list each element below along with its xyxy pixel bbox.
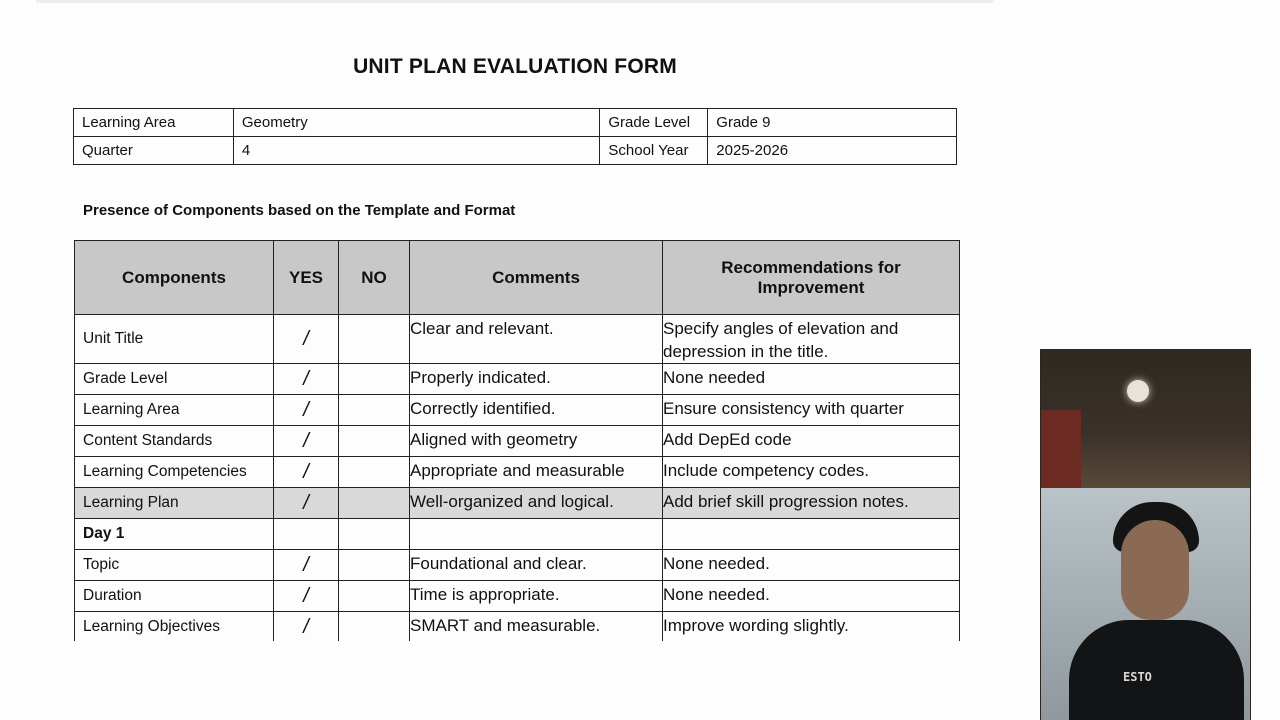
- table-row: [75, 315, 960, 364]
- table-row: [75, 612, 960, 642]
- yes-mark: /: [274, 581, 339, 612]
- presenter-shirt: [1069, 620, 1244, 720]
- recommendation-cell: None needed.: [663, 550, 960, 581]
- table-row: [75, 364, 960, 395]
- no-mark: [339, 550, 410, 581]
- yes-mark: /: [274, 426, 339, 457]
- document-top-edge: [36, 0, 994, 3]
- header-no: NO: [339, 241, 410, 315]
- recommendation-cell: None needed: [663, 364, 960, 395]
- no-mark: [339, 612, 410, 642]
- table-row: [75, 581, 960, 612]
- school-year-value: 2025-2026: [708, 137, 957, 165]
- component-name: Content Standards: [75, 426, 274, 457]
- learning-area-label: Learning Area: [74, 109, 234, 137]
- component-name: Day 1: [75, 519, 274, 550]
- no-mark: [339, 457, 410, 488]
- component-name: Learning Competencies: [75, 457, 274, 488]
- grade-level-label: Grade Level: [600, 109, 708, 137]
- yes-mark: /: [274, 612, 339, 642]
- recommendation-cell: Ensure consistency with quarter: [663, 395, 960, 426]
- form-title: UNIT PLAN EVALUATION FORM: [353, 55, 677, 78]
- comment-cell: Clear and relevant.: [410, 315, 663, 364]
- section-heading: Presence of Components based on the Template and Format: [83, 202, 516, 219]
- info-row: [74, 137, 957, 165]
- yes-mark: /: [274, 364, 339, 395]
- info-table: [73, 108, 957, 165]
- header-recommendations: Recommendations for Improvement: [663, 241, 960, 315]
- grade-level-value: Grade 9: [708, 109, 957, 137]
- header-comments: Comments: [410, 241, 663, 315]
- recommendation-cell: None needed.: [663, 581, 960, 612]
- components-table: [74, 240, 960, 641]
- yes-mark: /: [274, 395, 339, 426]
- comment-cell: Properly indicated.: [410, 364, 663, 395]
- components-table-viewport: [74, 240, 960, 641]
- recommendation-cell: Improve wording slightly.: [663, 612, 960, 642]
- no-mark: [339, 395, 410, 426]
- comment-cell: Aligned with geometry: [410, 426, 663, 457]
- component-name: Topic: [75, 550, 274, 581]
- component-name: Learning Area: [75, 395, 274, 426]
- header-yes: YES: [274, 241, 339, 315]
- quarter-value: 4: [233, 137, 600, 165]
- recommendation-cell: Specify angles of elevation and depression in the title.: [663, 315, 960, 364]
- table-row: [75, 488, 960, 519]
- table-row: [75, 426, 960, 457]
- yes-mark: /: [274, 550, 339, 581]
- recommendation-cell: Include competency codes.: [663, 457, 960, 488]
- comment-cell: SMART and measurable.: [410, 612, 663, 642]
- quarter-label: Quarter: [74, 137, 234, 165]
- comment-cell: Foundational and clear.: [410, 550, 663, 581]
- comment-cell: Correctly identified.: [410, 395, 663, 426]
- component-name: Grade Level: [75, 364, 274, 395]
- no-mark: [339, 519, 410, 550]
- webcam-wall-left: [1041, 410, 1081, 500]
- component-name: Unit Title: [75, 315, 274, 364]
- comment-cell: Appropriate and measurable: [410, 457, 663, 488]
- comment-cell: [410, 519, 663, 550]
- no-mark: [339, 315, 410, 364]
- component-name: Learning Objectives: [75, 612, 274, 642]
- yes-mark: /: [274, 488, 339, 519]
- presenter-face: [1121, 520, 1189, 620]
- webcam-overlay: [1040, 349, 1251, 720]
- table-header-row: [75, 241, 960, 315]
- component-name: Learning Plan: [75, 488, 274, 519]
- table-row: [75, 457, 960, 488]
- info-row: [74, 109, 957, 137]
- header-components: Components: [75, 241, 274, 315]
- no-mark: [339, 364, 410, 395]
- yes-mark: /: [274, 457, 339, 488]
- light-bulb-icon: [1127, 380, 1149, 402]
- table-row: [75, 395, 960, 426]
- recommendation-cell: Add brief skill progression notes.: [663, 488, 960, 519]
- table-row: [75, 550, 960, 581]
- recommendation-cell: [663, 519, 960, 550]
- table-row: [75, 519, 960, 550]
- shirt-print: ESTO: [1123, 670, 1152, 684]
- yes-mark: [274, 519, 339, 550]
- component-name: Duration: [75, 581, 274, 612]
- recommendation-cell: Add DepEd code: [663, 426, 960, 457]
- yes-mark: /: [274, 315, 339, 364]
- no-mark: [339, 581, 410, 612]
- learning-area-value: Geometry: [233, 109, 600, 137]
- comment-cell: Well-organized and logical.: [410, 488, 663, 519]
- no-mark: [339, 426, 410, 457]
- school-year-label: School Year: [600, 137, 708, 165]
- comment-cell: Time is appropriate.: [410, 581, 663, 612]
- no-mark: [339, 488, 410, 519]
